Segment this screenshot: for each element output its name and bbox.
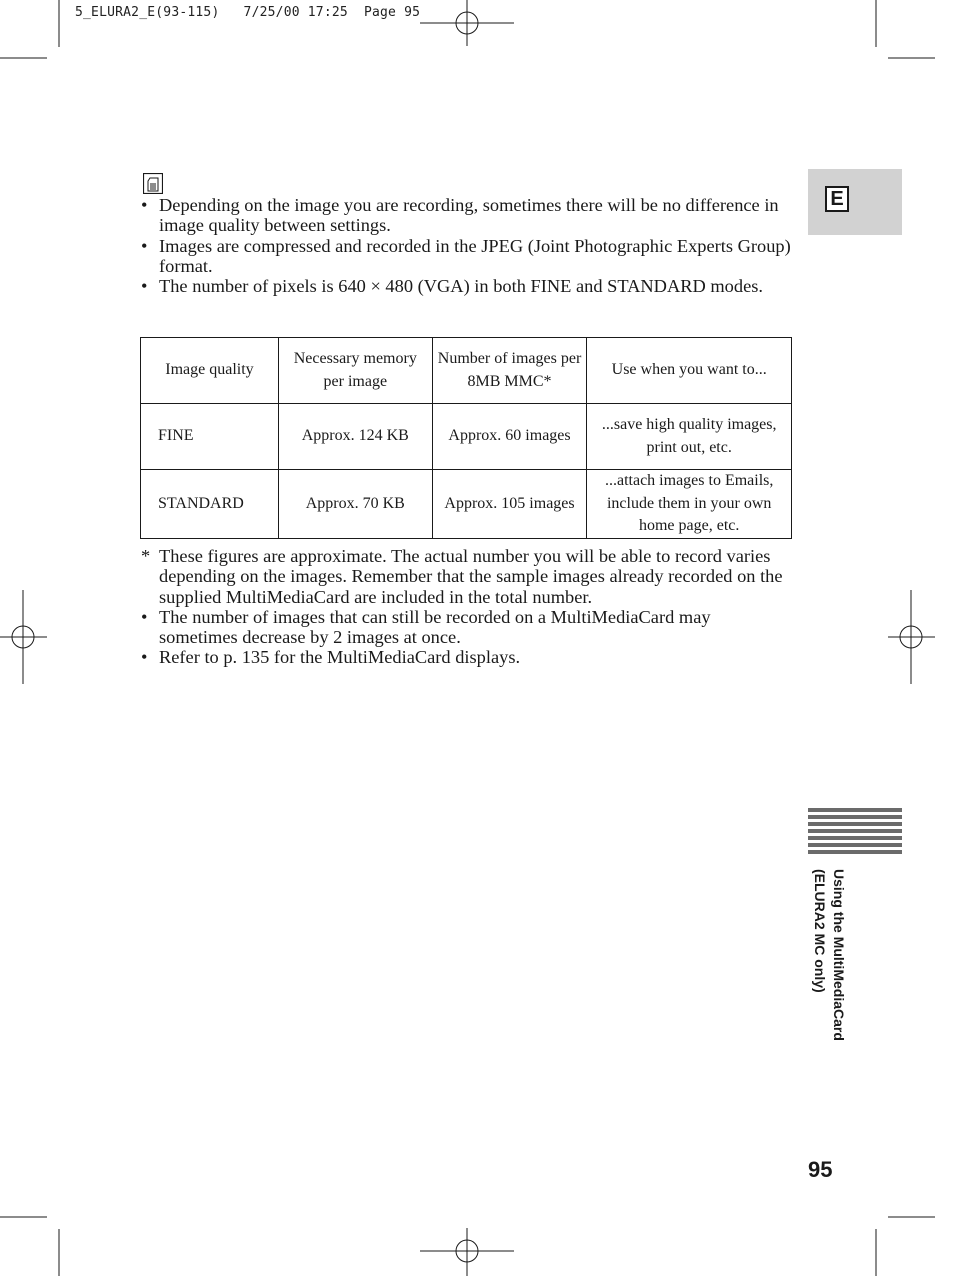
- note-text: Refer to p. 135 for the MultiMediaCard displays.: [159, 647, 521, 668]
- language-tab-letter: E: [825, 186, 849, 212]
- header-use-when: Use when you want to...: [587, 338, 792, 404]
- table-cell: STANDARD: [141, 470, 279, 539]
- side-title-line: Using the MultiMediaCard: [831, 869, 847, 1041]
- list-item: [141, 647, 791, 667]
- list-item: [141, 276, 791, 296]
- header-image-quality: Image quality: [141, 338, 279, 404]
- table-cell: Approx. 124 KB: [278, 404, 432, 470]
- table-cell: Approx. 60 images: [432, 404, 587, 470]
- memo-card-icon: [143, 173, 163, 194]
- side-title-line: (ELURA2 MC only): [812, 869, 828, 993]
- bullet-marker: •: [141, 276, 148, 297]
- note-text: These figures are approximate. The actual number you will be able to record varies depending on the images. Remember that the sample images already recorded on the supplied MultiMediaCard are included in the total number.: [159, 546, 783, 607]
- table-cell: ...attach images to Emails, include them in your own home page, etc.: [587, 470, 792, 539]
- note-text: The number of pixels is 640 × 480 (VGA) in both FINE and STANDARD modes.: [159, 276, 763, 297]
- table-row: [141, 404, 792, 470]
- header-number-of-images: Number of images per 8MB MMC*: [432, 338, 587, 404]
- list-item: [141, 236, 791, 277]
- asterisk-marker: *: [141, 546, 151, 566]
- image-quality-table: [140, 337, 792, 539]
- table-cell: FINE: [141, 404, 279, 470]
- list-item: [141, 607, 791, 648]
- language-tab: [808, 169, 902, 235]
- page-number: 95: [808, 1157, 833, 1182]
- note-text: Images are compressed and recorded in the JPEG (Joint Photographic Experts Group) format.: [159, 235, 791, 276]
- note-text: Depending on the image you are recording, sometimes there will be no difference in image quality between settings.: [159, 195, 779, 236]
- print-slug-line: 5_ELURA2_E(93-115) 7/25/00 17:25 Page 95: [75, 5, 421, 20]
- table-cell: ...save high quality images, print out, etc.: [587, 404, 792, 470]
- note-text: The number of images that can still be recorded on a MultiMediaCard may sometimes decrease by 2 images at once.: [159, 606, 711, 648]
- header-memory: Necessary memory per image: [278, 338, 432, 404]
- notes-list-top: [141, 195, 791, 296]
- notes-list-bottom: [141, 546, 791, 668]
- list-item: [141, 195, 791, 236]
- table-cell: Approx. 70 KB: [278, 470, 432, 539]
- list-item: [141, 546, 791, 607]
- section-side-title: [806, 869, 848, 1099]
- table-cell: Approx. 105 images: [432, 470, 587, 539]
- table-row: [141, 470, 792, 539]
- bullet-marker: •: [141, 235, 148, 256]
- bullet-marker: •: [141, 647, 148, 668]
- bullet-marker: •: [141, 195, 148, 215]
- section-stripes: [808, 808, 902, 857]
- table-header-row: [141, 338, 792, 404]
- bullet-marker: •: [141, 606, 148, 627]
